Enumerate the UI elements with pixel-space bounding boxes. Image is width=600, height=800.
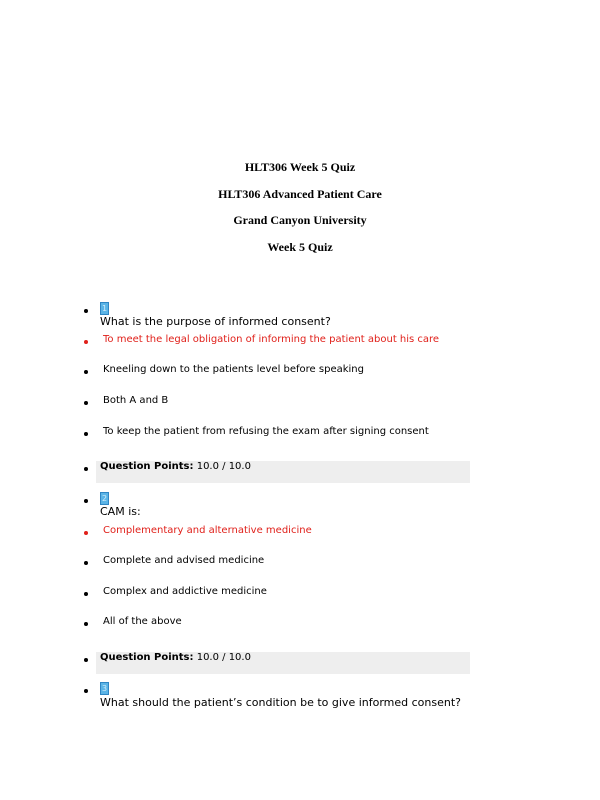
points-label: Question Points:	[100, 461, 194, 472]
bullet-icon	[84, 467, 88, 471]
question-number-badge: 1	[101, 304, 108, 313]
bullet-icon	[84, 689, 88, 693]
question-number-badge: 3	[101, 684, 108, 693]
question-2-text: CAM is:	[100, 505, 141, 518]
bullet-icon	[84, 658, 88, 662]
answer-text: Complementary and alternative medicine	[103, 525, 312, 536]
title-line-course-name: HLT306 Advanced Patient Care	[218, 186, 382, 201]
answer-text: Kneeling down to the patients level before speaking	[103, 364, 364, 375]
bullet-icon	[84, 592, 88, 596]
bullet-icon	[84, 531, 88, 535]
title-line-quiz: Week 5 Quiz	[267, 240, 333, 255]
answer-text: Complete and advised medicine	[103, 555, 265, 566]
answer-text: Both A and B	[103, 395, 169, 406]
bullet-icon	[84, 499, 88, 503]
bullet-icon	[84, 340, 88, 344]
answer-text: To keep the patient from refusing the exam after signing consent	[103, 426, 429, 437]
answer-text: To meet the legal obligation of informing the patient about his care	[103, 334, 440, 345]
question-3-text: What should the patient’s condition be to give informed consent?	[100, 696, 462, 709]
answer-text: All of the above	[103, 616, 182, 627]
bullet-icon	[84, 401, 88, 405]
points-text	[100, 652, 251, 664]
bullet-icon	[84, 370, 88, 374]
answer-text: Complex and addictive medicine	[103, 586, 267, 597]
bullet-icon	[84, 432, 88, 436]
question-1-text: What is the purpose of informed consent?	[100, 315, 331, 328]
title-line-university: Grand Canyon University	[233, 213, 367, 228]
question-number-badge: 2	[101, 494, 108, 503]
points-label: Question Points:	[100, 652, 194, 663]
bullet-icon	[84, 309, 88, 313]
bullet-icon	[84, 622, 88, 626]
points-value: 10.0 / 10.0	[196, 652, 251, 663]
title-line-course-quiz: HLT306 Week 5 Quiz	[244, 160, 356, 174]
points-text	[100, 461, 251, 473]
points-value: 10.0 / 10.0	[196, 461, 251, 472]
bullet-icon	[84, 561, 88, 565]
